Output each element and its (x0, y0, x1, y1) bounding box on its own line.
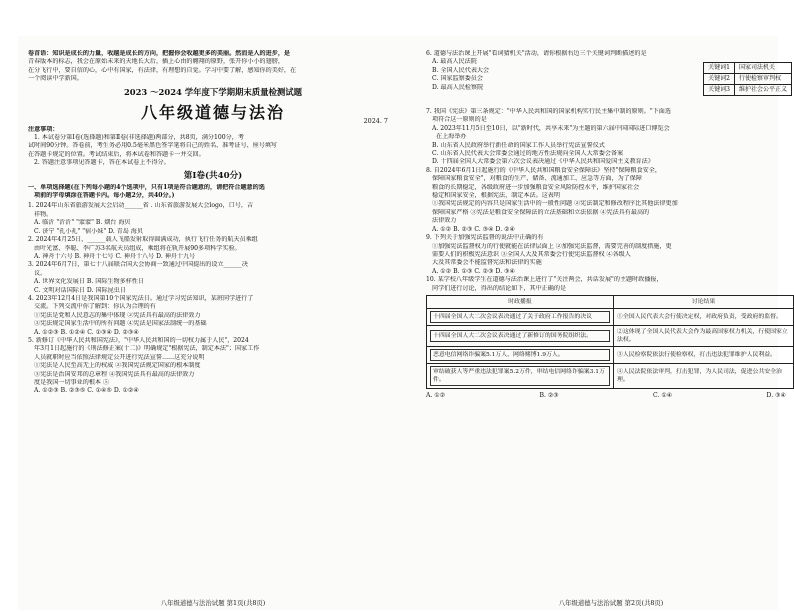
question-line: 大及其常委会不能监督宪法和法律的实施 (432, 259, 542, 267)
motto-line: 一个阅读中学新国。 (28, 75, 83, 83)
keyword-label: 关键词3 (704, 85, 735, 96)
question-option: D. 十四届全国人大常委会第六次会议表决通过《中华人民共和国爱国主义教育法》 (432, 158, 654, 166)
question-line: ①加强宪法监督权力的行使就能在法律层面上 ②加强宪法监督，需要完善的制度措施，更 (432, 242, 672, 250)
question-option: ①宪法是人民至高无上的权威 ②我国宪法规定国家的根本制度 (34, 362, 201, 370)
question-line: 6. 道德与法治课上开展"看词猜机关"活动，请你根据右边三个关键词判断描述的是 (426, 50, 647, 57)
table-cell: ③人民检察院依法行使检察权，打击违法犯罪维护人民利益。 (614, 346, 794, 363)
notice-line: 2. 答题注意事项见答题卡，答在本试卷上不得分。 (34, 159, 170, 167)
year-title: 2023 ～2024 学年度下学期期末质量检测试题 (123, 86, 303, 97)
table-row (427, 308, 794, 325)
table-cell (427, 325, 614, 346)
question-line: 8. 自2024年6月1日起施行的《中华人民共和国粮食安全保障法》坚持"保障粮食安全， (426, 166, 661, 174)
page-2-footer: 八年级道德与法治试题 第2页(共8页) (558, 598, 664, 607)
question-line: 年3月1日起施行的《刑法修正案(十二)》明确规定"根据宪法，制定本法"；国家工作 (34, 345, 260, 353)
section-1-title: 第Ⅰ卷(共40分) (183, 170, 243, 181)
question-option: ①宪法是党和人民意志的集中体现 ②宪法具有最高的法律效力 (34, 311, 201, 319)
notice-line: 试时间90分钟。答卷前，考生务必用0.5毫米黑色签字笔将自己的姓名、准考证号、座号填写 (28, 142, 278, 150)
question-option: C. 文明对话国际日 D. 国际昆虫日 (34, 286, 126, 294)
question-line: 10. 某学校八年级学生在道德与法治课上进行了"关注两会，共话发展"的主题时政播报， (426, 276, 663, 284)
question-option: A. ①②③ B. ①②④ C. ①③④ D. ②③④ (34, 328, 139, 336)
notice-block (28, 126, 398, 168)
question-line: 2. 2024年4月25日，______载人飞船发射取得圆满成功，执行飞行任务的航天员乘组 (28, 236, 258, 244)
question-line: 法律效力 (432, 217, 457, 225)
question-option: A. 世界文化发展日 B. 国际生物多样性日 (34, 278, 144, 286)
question-option: C. ①④ (653, 391, 673, 399)
question-option: B. 山东省人民政府举行新任命的国家工作人员举行宪法宣誓仪式 (432, 141, 605, 149)
keyword-value: 国家司法机关 (734, 63, 791, 74)
question-line: 5. 新修订《中华人民共和国宪法》，"中华人民共和国的一切权力属于人民"，2024 (28, 336, 249, 344)
question-line: 9. 下列关于加强宪法监督的说法中正确的有 (426, 234, 544, 242)
table-row (427, 363, 794, 388)
question-line: 稳定和国家安全，根据宪法，制定本法。这表明 (432, 192, 560, 200)
question-option: 在上海举办 (436, 133, 467, 141)
question-line: 人员就职时应当依照法律规定公开进行宪法宣誓……这充分说明 (34, 353, 205, 361)
question-line: 需要人们的积极宪法意识 ③全国人大及其常委会行使宪法监督权 ④各级人 (432, 250, 631, 258)
table-header-row (427, 295, 794, 308)
question-line: 4. 2023年12月4日是我国第10个国家宪法日。通过学习宪法知识，某班同学进行了 (28, 294, 254, 302)
exam-date: 2024. 7 (363, 116, 388, 125)
questions-block (28, 202, 398, 395)
exam-sheet (18, 36, 788, 610)
keyword-label: 关键词2 (704, 74, 735, 85)
news-box: 恶意电信网络诈骗案5.1万人，网络赌博1.9万人。 (430, 349, 610, 361)
q10-options (426, 392, 794, 400)
motto-block (28, 50, 398, 84)
motto-line: 青春版本的标志，我会在原始未来的天地长大后，插上心由的翱翔的原野，张开你小小的翅膀， (28, 58, 284, 66)
instruction-line: 一、单项选择题(在下列每小题的4个选项中，只有1项是符合题意的，请把符合题意的选 (28, 183, 265, 191)
motto-line: 在分飞行中，要自信的心，心中有国家，有法律，有理想的自觉。学习中要了解，感知你的美好，在 (28, 66, 297, 74)
question-option: C. 济宁 "孔小礼" "宿小妹" D. 青岛 海贝 (34, 227, 143, 235)
question-option: A. ①② (426, 391, 446, 399)
question-option: A. 神舟十六号 B. 神舟十七号 C. 神舟十八号 D. 神舟十九号 (34, 252, 196, 260)
question-line: 祥物。 (34, 210, 53, 218)
question-line: ①我国宪法规定的内容只是国家生活中的一般性问题 ②宪法制定和修改程序比其他法律更加 (432, 200, 678, 208)
keyword-table (703, 62, 792, 96)
question-option: ③宪法规定国家生活中的所有问题 ④宪法是国家法制统一的基础 (34, 320, 207, 328)
question-option: C. 国家监察委员会 (432, 75, 483, 83)
keyword-value: 行使检察审判权 (734, 74, 791, 85)
question-option: D. 最高人民检察院 (432, 83, 484, 91)
keyword-row (704, 63, 792, 74)
discussion-table (426, 295, 794, 389)
page-1-footer: 八年级道德与法治试题 第1页(共8页) (160, 598, 266, 607)
table-cell: ④人民法院依法审判，打击犯罪，为人民司法，促进公共安全治理。 (614, 363, 794, 388)
question-line: 7. 我国《宪法》第三条规定："中华人民共和国的国家机构实行民主集中制的原则。"下面选 (426, 108, 671, 115)
table-cell (427, 346, 614, 363)
question-option: A. 临沂 "沂沂" "蒙蒙" B. 烟台 海贝 (34, 219, 131, 227)
question-option: B. ②③ (539, 391, 559, 399)
question-option: 度是我国一切事业的根本 ⑤ (34, 379, 110, 386)
table-header: 讨论结果 (614, 295, 794, 308)
question-line: 项符合这一原则的是 (432, 116, 487, 124)
question-line: 交流。下列交流中你了解到：你认为合理的有 (34, 303, 156, 311)
question-option: A. 最高人民法院 (432, 58, 477, 66)
question-option: A. ①② B. ②③ C. ③④ D. ②④ (432, 225, 516, 233)
table-cell: ①全国人民代表大会行使决定权，对政府负责，受政府的监督。 (614, 308, 794, 325)
page-2 (426, 36, 794, 610)
instruction-line: 项前的字母填涂在答题卡内。每小题2分，共40分。) (34, 192, 175, 200)
question-option: A. ①② B. ①③ C. ②③ D. ③④ (432, 267, 516, 275)
notice-line: 1. 本试卷分第Ⅰ卷(选择题)和第Ⅱ卷(非选择题)两部分，共8页，满分100分，考 (34, 134, 244, 142)
news-box: 审结破获人等严重违法犯罪案5.2万件，审结电信网络诈骗案3.1万件。 (430, 366, 610, 386)
question-line: 保障国家严格 ③宪法是粮食安全保障法的立法基础和立法依据 ④宪法具有最高的 (432, 208, 650, 216)
news-box: 十四届全国人大二次会议表决通过了关于政府工作报告的决议 (430, 311, 610, 323)
questions-mid-block (426, 108, 794, 293)
keyword-label: 关键词1 (704, 63, 735, 74)
question-line: 由叶光富、李聪、李广苏3名航天员组成，乘组将在轨开展90多项科学实验。 (34, 244, 241, 252)
keyword-value: 维护社会公平正义 (734, 85, 791, 96)
subject-text: 八年级道德与法治 (140, 102, 285, 122)
keyword-row (704, 74, 792, 85)
table-header: 时政播报 (427, 295, 614, 308)
question-option: A. 2023年11月5日至10日，以"新时代，共享未来"为主题的第六届中国国际进口博览会 (432, 124, 670, 132)
table-cell: ②这体现了全国人民代表大会作为最高国家权力机关，行使国家立法权。 (614, 325, 794, 346)
subject-title (28, 102, 398, 124)
question-option: A. ①②③ B. ②③⑤ C. ①④⑤ D. ①②④ (34, 387, 139, 395)
question-line: 3. 2024年6月7日，第七十八届联合国大会协商一致通过中国提出的设立______决 (28, 261, 248, 269)
question-line: 粮食的长期稳定，各级政府进一步加强粮食安全风险防控水平，维护国家社会 (432, 183, 640, 191)
table-cell (427, 308, 614, 325)
question-line: 同学们进行讨论，得出的结论如下，其中正确的是 (432, 284, 567, 292)
table-cell (427, 363, 614, 388)
keyword-row (704, 85, 792, 96)
motto-line: 卷首语：知识是成长的力量，收越是成长的方向，把握你会收越更多的美丽。然而是人的进步，是 (28, 50, 291, 57)
news-box: 十四届全国人大二次会议表决通过了新修订的国务院组织法。 (430, 330, 610, 342)
notice-line: 在答题卡规定的位置。考试结束后，将本试卷和答题卡一并交回。 (28, 150, 205, 158)
question-line: 保障国家粮食安全"，对粮食的生产、储备、流通加工、应急等方面，为了保障 (432, 175, 642, 183)
instruction-block (28, 184, 398, 201)
question-option: ③宪法是治国安邦的总章程 ④我国宪法具有最高的法律效力 (34, 370, 195, 378)
table-row (427, 346, 794, 363)
question-option: B. 全国人民代表大会 (432, 66, 490, 74)
page-1 (28, 36, 398, 610)
question-option: C. 山东省人民代表大会常委会通过的地方性法规向全国人大常委会备案 (432, 150, 624, 158)
question-line: 1. 2024年山东省旅游发展大会启动______省 . 山东省旅游发展大会logo，口号，吉 (28, 202, 254, 210)
question-option: D. ③④ (766, 391, 786, 399)
q6-block (426, 50, 794, 108)
notice-title: 注意事项： (28, 125, 59, 133)
table-row (427, 325, 794, 346)
question-line: 议。 (34, 269, 47, 277)
